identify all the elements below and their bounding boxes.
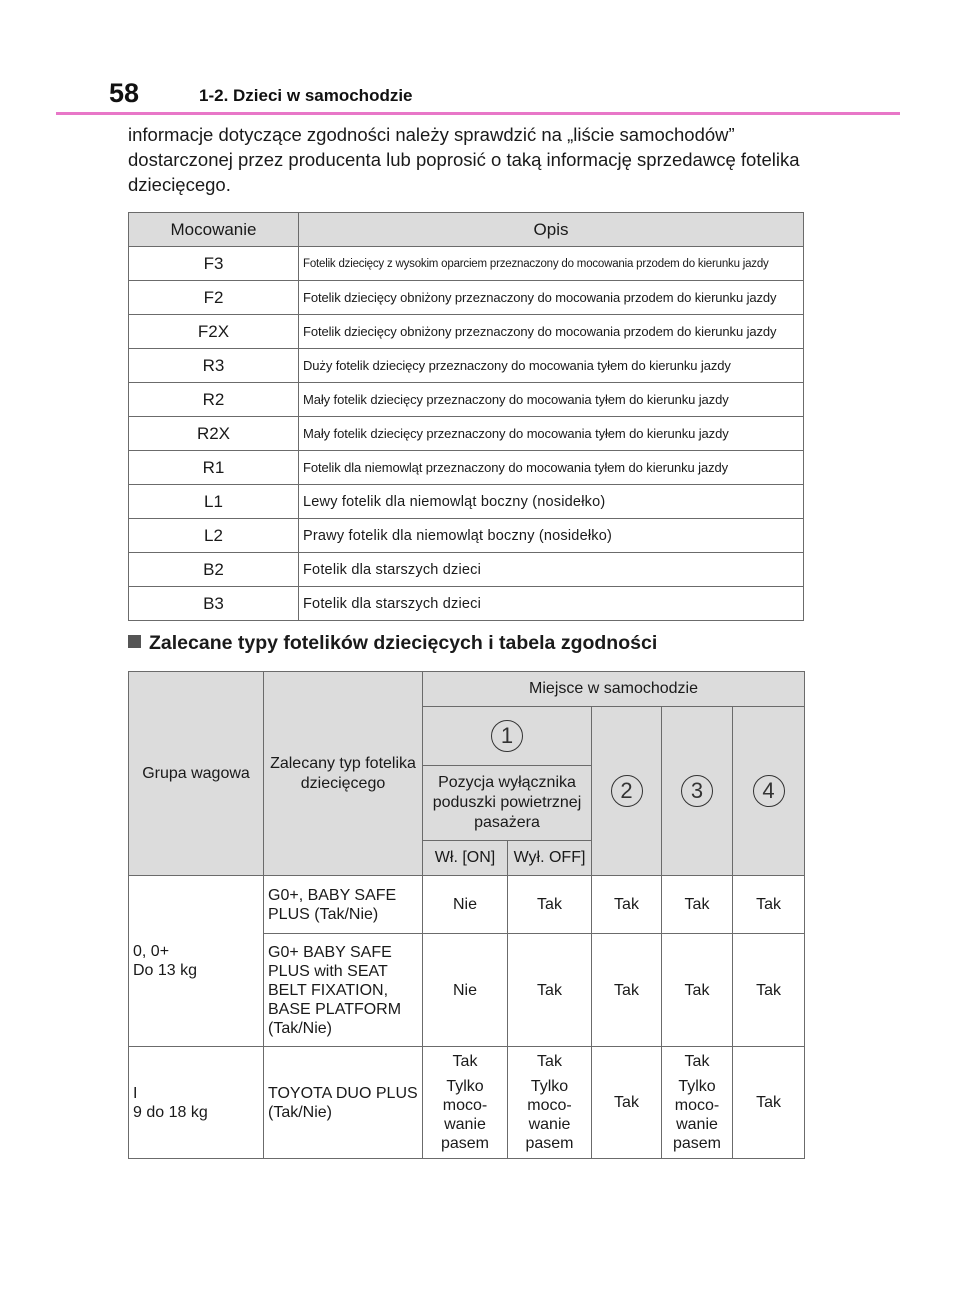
mount-header-opis: Opis bbox=[299, 213, 804, 247]
mount-code: F2 bbox=[129, 281, 299, 315]
group-weight: Do 13 kg bbox=[133, 962, 198, 979]
seat-2-icon: 2 bbox=[611, 775, 643, 807]
group-cell bbox=[129, 1047, 264, 1159]
value-off-note: Tylko moco-wanie pasem bbox=[525, 1078, 574, 1152]
value-seat-2: Tak bbox=[592, 934, 662, 1047]
value-off bbox=[508, 1047, 592, 1159]
mount-code: R3 bbox=[129, 349, 299, 383]
mount-code: R1 bbox=[129, 451, 299, 485]
value-seat-3 bbox=[662, 1047, 733, 1159]
mount-code: R2 bbox=[129, 383, 299, 417]
table-row bbox=[129, 281, 804, 315]
header-rule bbox=[56, 112, 900, 115]
value-on bbox=[423, 1047, 508, 1159]
page-header bbox=[109, 76, 899, 116]
mount-code: F3 bbox=[129, 247, 299, 281]
table-row bbox=[129, 1047, 805, 1159]
mount-code: B2 bbox=[129, 553, 299, 587]
page-number: 58 bbox=[109, 78, 140, 108]
value-on: Nie bbox=[423, 934, 508, 1047]
header-seat-type: Zalecany typ fotelika dziecięcego bbox=[264, 672, 423, 876]
section-heading bbox=[128, 632, 657, 655]
compatibility-table bbox=[128, 671, 805, 1159]
value-off: Tak bbox=[508, 876, 592, 934]
seat-3-icon: 3 bbox=[681, 775, 713, 807]
group-weight: 9 do 18 kg bbox=[133, 1103, 208, 1121]
header-seat-4 bbox=[733, 707, 805, 876]
value-on-note: Tylko moco-wanie pasem bbox=[440, 1078, 490, 1152]
value-seat-3: Tak bbox=[662, 934, 733, 1047]
value-seat-2: Tak bbox=[592, 1047, 662, 1159]
mount-desc: Fotelik dla starszych dzieci bbox=[299, 553, 804, 587]
mount-code: L1 bbox=[129, 485, 299, 519]
mount-code: L2 bbox=[129, 519, 299, 553]
seat-type-cell: TOYOTA DUO PLUS (Tak/Nie) bbox=[264, 1047, 423, 1159]
value-off-main: Tak bbox=[537, 1053, 562, 1070]
header-position: Miejsce w samochodzie bbox=[423, 672, 805, 707]
group-cell bbox=[129, 876, 264, 1047]
mount-desc: Fotelik dziecięcy z wysokim oparciem przeznaczony do mocowania przodem do kierunku jazdy bbox=[299, 247, 804, 281]
table-row bbox=[129, 451, 804, 485]
value-on: Nie bbox=[423, 876, 508, 934]
value-seat-4: Tak bbox=[733, 876, 805, 934]
header-airbag-switch: Pozycja wyłącznika poduszki powietrznej pasażera bbox=[423, 766, 592, 841]
table-row bbox=[129, 587, 804, 621]
header-off: Wył. OFF] bbox=[508, 841, 592, 876]
table-row bbox=[129, 383, 804, 417]
mount-desc: Duży fotelik dziecięcy przeznaczony do mocowania tyłem do kierunku jazdy bbox=[299, 349, 804, 383]
mount-desc: Fotelik dziecięcy obniżony przeznaczony do mocowania przodem do kierunku jazdy bbox=[299, 281, 804, 315]
header-on: Wł. [ON] bbox=[423, 841, 508, 876]
seat-type-cell: G0+ BABY SAFE PLUS with SEAT BELT FIXATION, BASE PLATFORM (Tak/Nie) bbox=[264, 934, 423, 1047]
mount-header-mocowanie: Mocowanie bbox=[129, 213, 299, 247]
mount-desc: Fotelik dla starszych dzieci bbox=[299, 587, 804, 621]
table-row bbox=[129, 519, 804, 553]
table-row bbox=[129, 553, 804, 587]
table-row bbox=[129, 876, 805, 934]
mount-desc: Mały fotelik dziecięcy przeznaczony do mocowania tyłem do kierunku jazdy bbox=[299, 417, 804, 451]
table-row bbox=[129, 417, 804, 451]
seat-type-cell: G0+, BABY SAFE PLUS (Tak/Nie) bbox=[264, 876, 423, 934]
value-seat-3-main: Tak bbox=[684, 1053, 710, 1070]
mount-desc: Mały fotelik dziecięcy przeznaczony do mocowania tyłem do kierunku jazdy bbox=[299, 383, 804, 417]
group-label: 0, 0+ bbox=[133, 943, 170, 960]
seat-1-icon: 1 bbox=[491, 720, 523, 752]
mount-code: B3 bbox=[129, 587, 299, 621]
header-seat-2 bbox=[592, 707, 662, 876]
seat-4-icon: 4 bbox=[753, 775, 785, 807]
mount-desc: Prawy fotelik dla niemowląt boczny (nosidełko) bbox=[299, 519, 804, 553]
square-bullet-icon bbox=[128, 635, 141, 648]
value-seat-4: Tak bbox=[733, 1047, 805, 1159]
mount-code: R2X bbox=[129, 417, 299, 451]
table-row bbox=[129, 315, 804, 349]
table-row bbox=[129, 349, 804, 383]
value-off: Tak bbox=[508, 934, 592, 1047]
group-label: I bbox=[133, 1084, 138, 1102]
value-seat-3: Tak bbox=[662, 876, 733, 934]
table-row bbox=[129, 485, 804, 519]
mounting-table bbox=[128, 212, 804, 621]
header-seat-1 bbox=[423, 707, 592, 766]
mount-desc: Fotelik dziecięcy obniżony przeznaczony do mocowania przodem do kierunku jazdy bbox=[299, 315, 804, 349]
mount-desc: Lewy fotelik dla niemowląt boczny (nosidełko) bbox=[299, 485, 804, 519]
value-seat-4: Tak bbox=[733, 934, 805, 1047]
table-row bbox=[129, 247, 804, 281]
intro-paragraph: informacje dotyczące zgodności należy sprawdzić na „liście samochodów” dostarczonej przez producenta lub poprosić o taką informację sprzedawcę fotelika dziecięcego. bbox=[128, 124, 800, 195]
value-seat-3-note: Tylko moco-wanie pasem bbox=[672, 1078, 722, 1152]
value-seat-2: Tak bbox=[592, 876, 662, 934]
chapter-title: 1-2. Dzieci w samochodzie bbox=[199, 86, 413, 105]
header-group: Grupa wagowa bbox=[129, 672, 264, 876]
header-seat-3 bbox=[662, 707, 733, 876]
section-heading-text: Zalecane typy fotelików dziecięcych i tabela zgodności bbox=[149, 632, 658, 654]
mount-code: F2X bbox=[129, 315, 299, 349]
mount-desc: Fotelik dla niemowląt przeznaczony do mocowania tyłem do kierunku jazdy bbox=[299, 451, 804, 485]
value-on-main: Tak bbox=[452, 1053, 478, 1070]
